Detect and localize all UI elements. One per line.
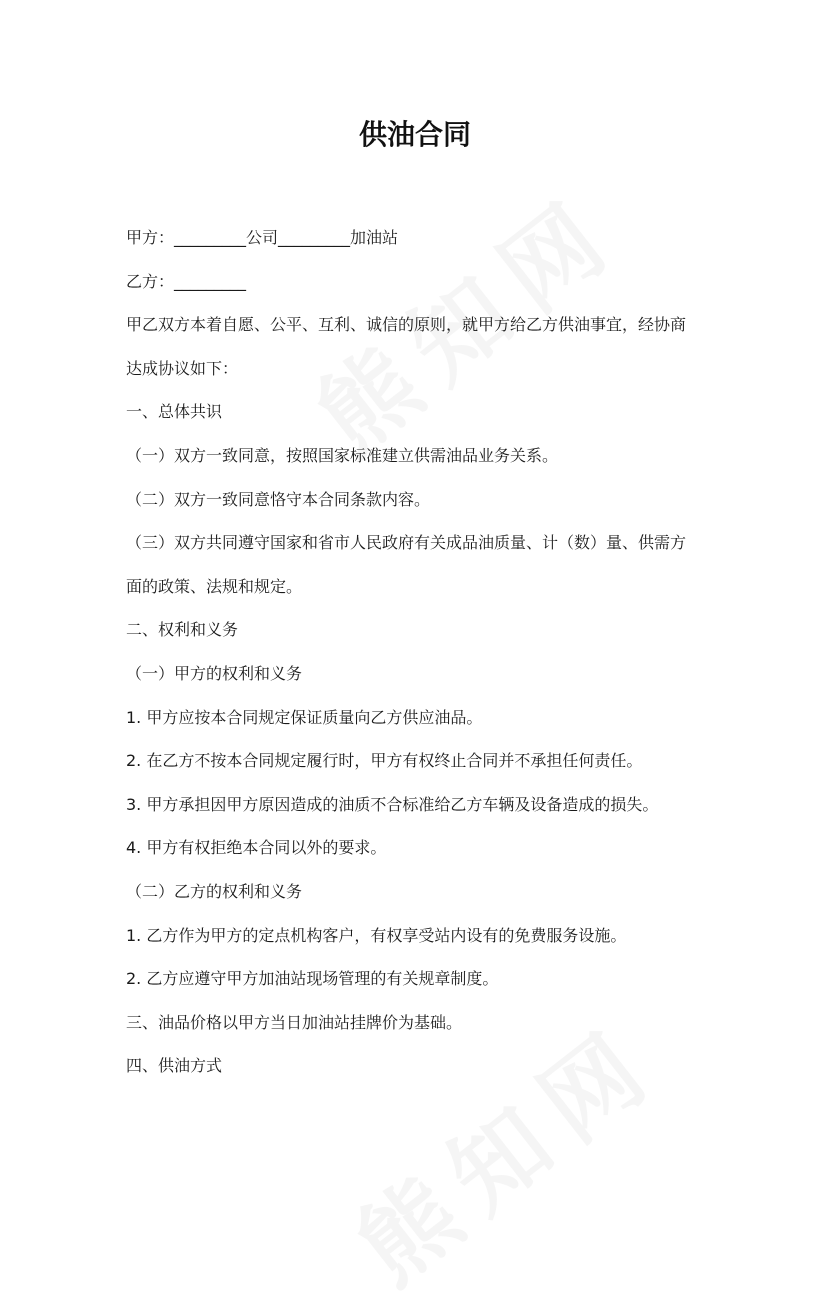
party-a-item-4: 4. 甲方有权拒绝本合同以外的要求。 bbox=[126, 838, 387, 858]
party-a-line: 甲方：_________公司_________加油站 bbox=[126, 228, 399, 247]
section-heading-1: 一、总体共识 bbox=[126, 402, 223, 422]
document-title: 供油合同 bbox=[358, 118, 471, 151]
document-body bbox=[126, 216, 716, 1088]
clause-1-3: （三）双方共同遵守国家和省市人民政府有关成品油质量、计（数）量、供需方 bbox=[126, 533, 687, 553]
section-heading-3: 三、油品价格以甲方当日加油站挂牌价为基础。 bbox=[126, 1012, 463, 1032]
party-a-item-2: 2. 在乙方不按本合同规定履行时，甲方有权终止合同并不承担任何责任。 bbox=[126, 751, 643, 771]
party-b-line: 乙方：_________ bbox=[126, 271, 247, 291]
party-b-item-1: 1. 乙方作为甲方的定点机构客户，有权享受站内设有的免费服务设施。 bbox=[126, 925, 627, 945]
party-b-item-2: 2. 乙方应遵守甲方加油站现场管理的有关规章制度。 bbox=[126, 969, 499, 989]
party-a-item-1: 1. 甲方应按本合同规定保证质量向乙方供应油品。 bbox=[126, 707, 483, 727]
section-heading-2: 二、权利和义务 bbox=[126, 620, 239, 640]
subsection-party-b: （二）乙方的权利和义务 bbox=[126, 881, 303, 901]
clause-1-2: （二）双方一致同意恪守本合同条款内容。 bbox=[126, 489, 431, 509]
preamble-line-2: 达成协议如下： bbox=[126, 358, 239, 378]
section-heading-4: 四、供油方式 bbox=[126, 1056, 223, 1076]
party-a-item-3: 3. 甲方承担因甲方原因造成的油质不合标准给乙方车辆及设备造成的损失。 bbox=[126, 794, 659, 814]
clause-1-3-cont: 面的政策、法规和规定。 bbox=[126, 576, 303, 596]
subsection-party-a: （一）甲方的权利和义务 bbox=[126, 663, 303, 683]
preamble-line-1: 甲乙双方本着自愿、公平、互利、诚信的原则，就甲方给乙方供油事宜，经协商 bbox=[126, 315, 687, 335]
clause-1-1: （一）双方一致同意，按照国家标准建立供需油品业务关系。 bbox=[126, 445, 559, 465]
